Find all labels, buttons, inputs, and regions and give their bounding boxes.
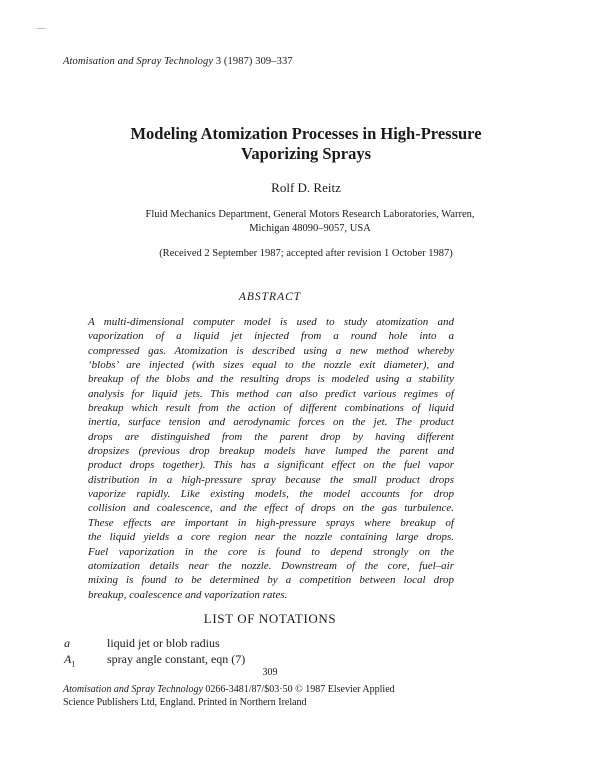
- copyright-line-2: Science Publishers Ltd, England. Printed in Northern Ireland: [63, 697, 307, 708]
- journal-name: Atomisation and Spray Technology: [63, 56, 214, 67]
- copyright-rest: 0266-3481/87/$03·50 © 1987 Elsevier Applied: [205, 684, 395, 695]
- abstract-line: collision and coalescence, and the effect of drops on the gas turbulence.: [88, 502, 454, 515]
- affiliation-line-2: Michigan 48090–9057, USA: [249, 222, 371, 234]
- abstract-heading: ABSTRACT: [238, 291, 302, 303]
- abstract-line: ‘blobs’ are injected (with sizes equal to the nozzle exit diameter), and: [88, 359, 454, 372]
- abstract-body: [88, 315, 454, 602]
- author-name: Rolf D. Reitz: [271, 180, 341, 195]
- abstract-line: vaporize rapidly. Like existing models, the model accounts for drop: [88, 488, 454, 501]
- abstract-line: A multi-dimensional computer model is used to study atomization and: [88, 316, 454, 328]
- notation-symbol: $A_1$: [64, 652, 76, 669]
- title-line-1: Modeling Atomization Processes in High-Pressure: [130, 124, 482, 143]
- abstract-line: product drops together). This has a significant effect on the fuel vapor: [88, 459, 454, 472]
- notations-heading: LIST OF NOTATIONS: [203, 611, 337, 626]
- abstract-line: mixing is found to be determined by a competition between local drop: [88, 574, 454, 587]
- paper-title: [0, 124, 612, 164]
- page-number: 309: [262, 667, 278, 678]
- received-dates: (Received 2 September 1987; accepted after revision 1 October 1987): [159, 248, 453, 259]
- copyright-notice: [63, 683, 483, 709]
- abstract-line: atomization details near the nozzle. Downstream of the core, fuel–air: [88, 559, 454, 572]
- abstract-line: Fuel vaporization in the core is found to depend strongly on the: [88, 545, 454, 558]
- affiliation: [60, 208, 560, 235]
- abstract-line: distribution in a high-pressure spray because the small product drops: [88, 473, 454, 486]
- journal-header: [63, 56, 293, 67]
- abstract-line: compressed gas. Atomization is described using a new method whereby: [88, 344, 454, 357]
- abstract-line: breakup which result from the action of different combinations of liquid: [88, 402, 454, 415]
- abstract-line: breakup of the blobs and the resulting drops is modeled using a stability: [88, 373, 454, 386]
- abstract-line: drops are distinguished from the parent drop by having different: [88, 430, 454, 443]
- abstract-line: These effects are important in high-pressure sprays where breakup of: [88, 516, 454, 529]
- journal-citation: 3 (1987) 309–337: [215, 56, 293, 67]
- abstract-line: inertia, surface tension and aerodynamic forces on the jet. The product: [88, 416, 454, 429]
- notation-item: [64, 635, 220, 651]
- notation-description: liquid jet or blob radius: [107, 636, 220, 650]
- title-line-2: Vaporizing Sprays: [240, 144, 372, 163]
- copyright-journal: Atomisation and Spray Technology: [63, 684, 203, 695]
- abstract-line: dropsizes (previous drop breakup models have lumped the parent and: [88, 445, 454, 458]
- abstract-line: the liquid yields a core region near the nozzle containing large drops.: [88, 531, 454, 544]
- notation-item: [64, 651, 245, 667]
- abstract-line: vaporization of a liquid jet injected from a round hole into a: [88, 330, 454, 343]
- notation-description: spray angle constant, eqn (7): [107, 652, 246, 666]
- notation-symbol: a: [64, 636, 70, 650]
- copyright-line-1: [63, 683, 483, 696]
- abstract-line: analysis for liquid jets. This method can also predict various regimes of: [88, 387, 454, 400]
- scan-artifact: [37, 28, 45, 29]
- abstract-line: breakup, coalescence and vaporization rates.: [88, 588, 288, 601]
- affiliation-line-1: Fluid Mechanics Department, General Motors Research Laboratories, Warren,: [145, 209, 475, 220]
